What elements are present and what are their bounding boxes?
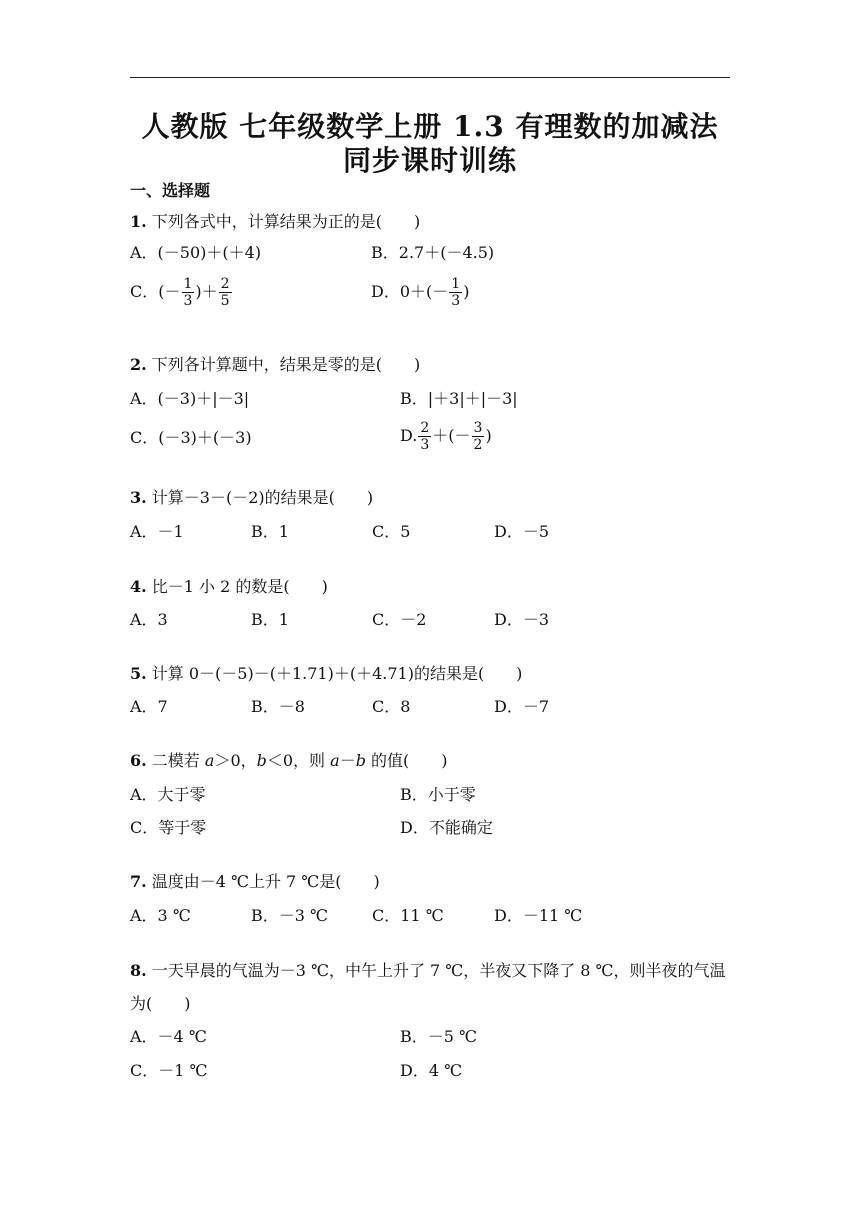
fraction [418, 420, 431, 453]
numerator: 1 [451, 276, 461, 292]
option-d[interactable]: D．－5 [494, 522, 550, 541]
option-text: C．(－ [130, 282, 181, 301]
numerator: 3 [473, 420, 483, 436]
option-b[interactable]: B．－5 ℃ [400, 1027, 477, 1046]
option-d[interactable]: D．不能确定 [400, 818, 493, 837]
option-d[interactable]: D．－11 ℃ [494, 906, 583, 925]
option-c[interactable]: C．－1 ℃ [130, 1061, 208, 1080]
variable-a: a [330, 751, 340, 770]
variable-b: b [256, 751, 267, 770]
question-stem: 温度由－4 ℃上升 7 ℃是( ) [146, 872, 380, 891]
question-6 [130, 749, 448, 773]
option-c[interactable]: C．－2 [372, 610, 427, 629]
question-number: 1. [130, 212, 147, 231]
option-text: ) [485, 426, 492, 445]
numerator: 1 [183, 276, 193, 292]
option-b[interactable]: B．小于零 [400, 785, 476, 804]
denominator: 2 [473, 437, 483, 453]
option-b[interactable]: B．1 [251, 522, 289, 541]
question-4 [130, 575, 328, 599]
option-c[interactable]: C．11 ℃ [372, 906, 444, 925]
section-heading: 一、选择题 [130, 181, 211, 200]
numerator: 2 [420, 420, 430, 436]
question-number: 2. [130, 355, 147, 374]
option-c[interactable] [130, 276, 233, 309]
option-d[interactable] [371, 276, 469, 309]
question-2 [130, 353, 420, 377]
option-b[interactable]: B．|＋3|＋|－3| [400, 389, 518, 408]
question-stem: 的值( ) [365, 751, 448, 770]
option-text: )＋ [195, 282, 218, 301]
option-text: ＋(－ [432, 426, 471, 445]
document-title: 人教版 七年级数学上册 1.3 有理数的加减法 [141, 110, 719, 143]
denominator: 3 [451, 293, 461, 309]
question-5 [130, 662, 522, 686]
question-stem: － [339, 751, 356, 770]
option-c[interactable]: C．等于零 [130, 818, 207, 837]
question-number: 5. [130, 664, 147, 683]
question-7 [130, 870, 380, 894]
fraction [219, 276, 232, 309]
variable-b: b [355, 751, 366, 770]
option-c[interactable]: C．(－3)＋(－3) [130, 428, 252, 447]
question-stem: 一天早晨的气温为－3 ℃，中午上升了 7 ℃，半夜又下降了 8 ℃，则半夜的气温为( ) [130, 961, 726, 1013]
question-stem: ＞0， [214, 751, 257, 770]
header-rule [130, 77, 730, 78]
option-d[interactable]: D．－7 [494, 697, 550, 716]
question-stem: 下列各式中，计算结果为正的是( ) [146, 212, 421, 231]
question-number: 6. [130, 751, 147, 770]
question-number: 3. [130, 488, 147, 507]
question-stem: 下列各计算题中，结果是零的是( ) [146, 355, 421, 374]
option-a[interactable]: A．－1 [130, 522, 184, 541]
question-stem: 比－1 小 2 的数是( ) [146, 577, 328, 596]
question-1 [130, 210, 420, 234]
option-b[interactable]: B．1 [251, 610, 289, 629]
question-number: 4. [130, 577, 147, 596]
fraction [182, 276, 195, 309]
numerator: 2 [220, 276, 230, 292]
option-b[interactable]: B．－3 ℃ [251, 906, 328, 925]
option-c[interactable]: C．5 [372, 522, 411, 541]
option-c[interactable]: C．8 [372, 697, 411, 716]
option-d[interactable] [400, 420, 492, 453]
option-text: ) [463, 282, 470, 301]
option-d[interactable]: D．－3 [494, 610, 550, 629]
denominator: 3 [420, 437, 430, 453]
option-a[interactable]: A．3 ℃ [130, 906, 191, 925]
option-b[interactable]: B．2.7＋(－4.5) [371, 243, 495, 262]
option-a[interactable]: A．－4 ℃ [130, 1027, 207, 1046]
option-d[interactable]: D．4 ℃ [400, 1061, 462, 1080]
fraction [449, 276, 462, 309]
question-3 [130, 486, 373, 510]
option-text: D．0＋(－ [371, 282, 449, 301]
denominator: 3 [183, 293, 193, 309]
question-stem: 计算－3－(－2)的结果是( ) [146, 488, 374, 507]
option-b[interactable]: B．－8 [251, 697, 305, 716]
question-stem: 二模若 [146, 751, 205, 770]
question-number: 7. [130, 872, 147, 891]
variable-a: a [204, 751, 215, 770]
question-number: 8. [130, 961, 147, 980]
question-8 [130, 954, 730, 1020]
option-a[interactable]: A．(－50)＋(＋4) [130, 243, 262, 262]
option-a[interactable]: A．(－3)＋|－3| [130, 389, 250, 408]
question-stem: 计算 0－(－5)－(＋1.71)＋(＋4.71)的结果是( ) [146, 664, 523, 683]
document-subtitle: 同步课时训练 [342, 144, 517, 177]
option-text: D. [400, 426, 418, 445]
denominator: 5 [220, 293, 230, 309]
option-a[interactable]: A．大于零 [130, 785, 206, 804]
option-a[interactable]: A．7 [130, 697, 168, 716]
question-stem: ＜0，则 [266, 751, 331, 770]
fraction [472, 420, 485, 453]
option-a[interactable]: A．3 [130, 610, 168, 629]
